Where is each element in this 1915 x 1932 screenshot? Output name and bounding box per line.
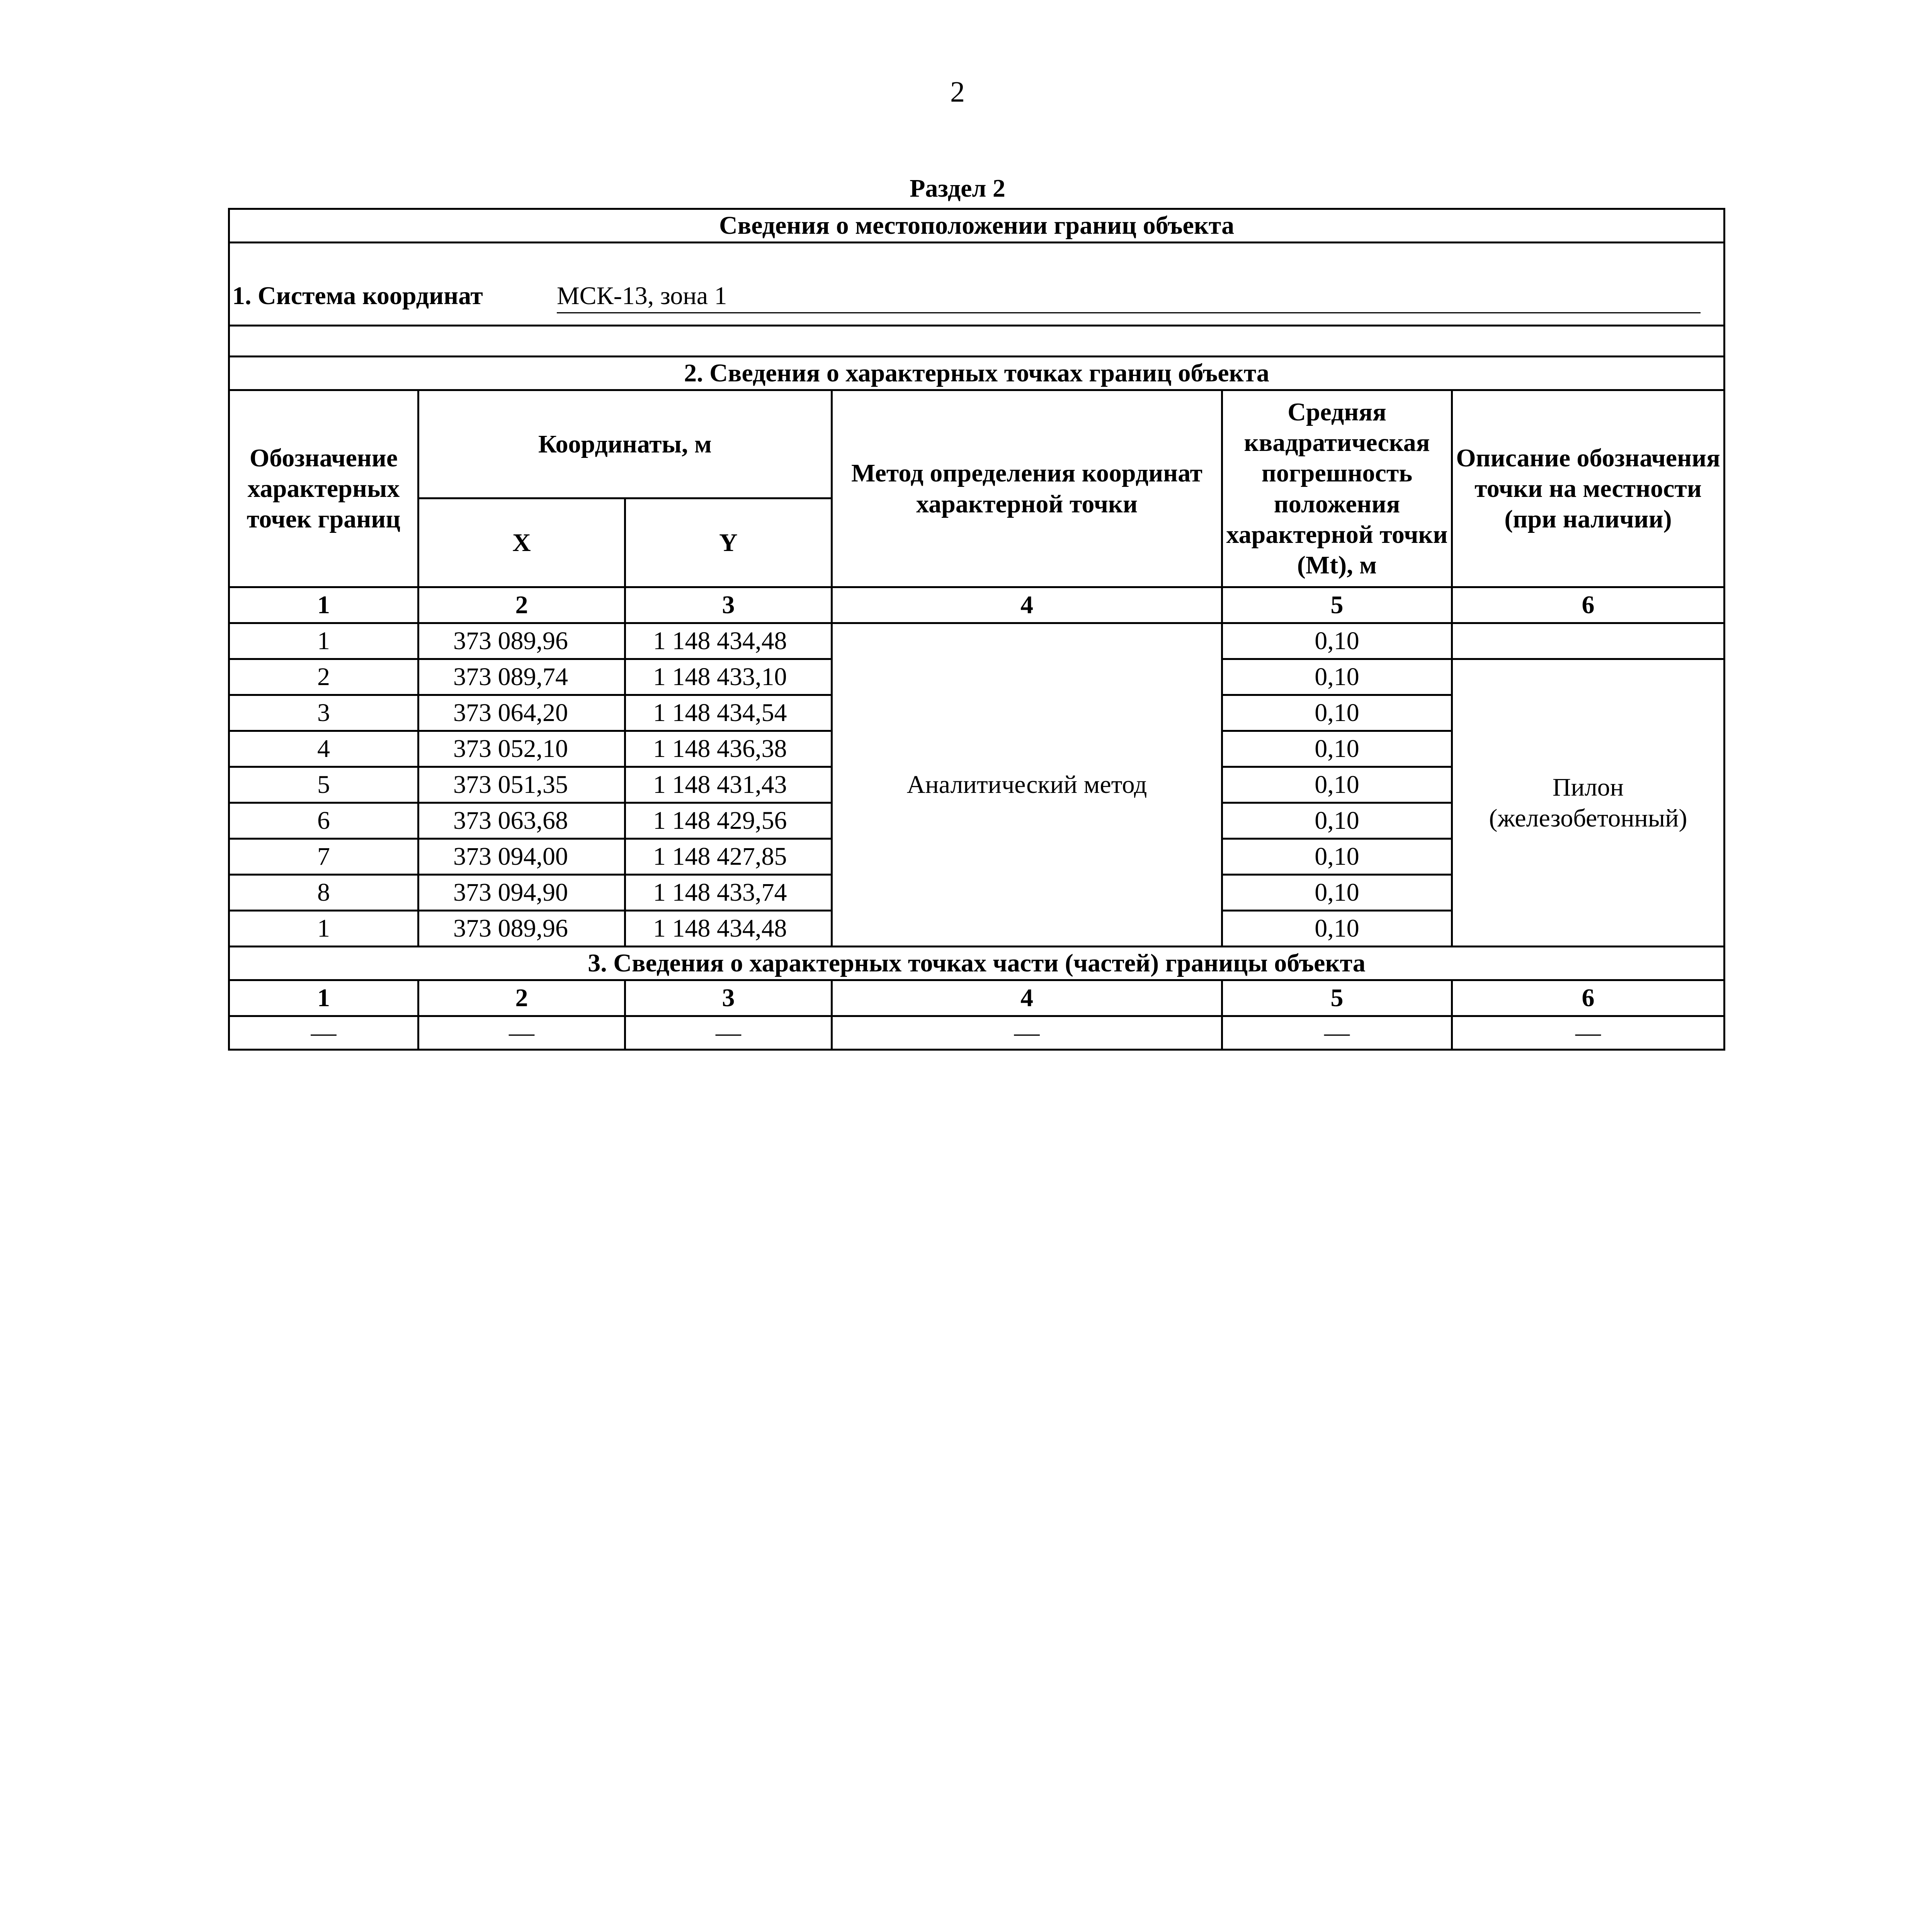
y-coordinate: 1 148 434,48 — [625, 911, 832, 947]
y-coordinate: 1 148 429,56 — [625, 803, 832, 839]
x-coordinate: 373 063,68 — [418, 803, 625, 839]
point-id: 5 — [229, 767, 418, 803]
method-value: Аналитический метод — [832, 623, 1222, 947]
y-coordinate: 1 148 433,10 — [625, 659, 832, 695]
accuracy-value: 0,10 — [1222, 911, 1452, 947]
column-number: 4 — [832, 587, 1222, 623]
header-method: Метод определения координат характерной точки — [832, 390, 1222, 587]
column-number: 4 — [832, 980, 1222, 1016]
empty-value: — — [832, 1016, 1222, 1050]
point-id: 3 — [229, 695, 418, 731]
y-coordinate: 1 148 436,38 — [625, 731, 832, 767]
x-coordinate: 373 089,74 — [418, 659, 625, 695]
column-number: 5 — [1222, 587, 1452, 623]
header-point: Обозначение характерных точек границ — [229, 390, 418, 587]
column-numbers-row — [229, 587, 1725, 623]
accuracy-value: 0,10 — [1222, 623, 1452, 659]
empty-value: — — [229, 1016, 418, 1050]
x-coordinate: 373 089,96 — [418, 911, 625, 947]
header-description: Описание обозначения точки на местности (при наличии) — [1452, 390, 1725, 587]
section-title: Раздел 2 — [910, 174, 1005, 202]
x-coordinate: 373 052,10 — [418, 731, 625, 767]
accuracy-value: 0,10 — [1222, 659, 1452, 695]
point-id: 6 — [229, 803, 418, 839]
column-number: 6 — [1452, 980, 1725, 1016]
point-id: 8 — [229, 875, 418, 911]
accuracy-value: 0,10 — [1222, 839, 1452, 875]
y-coordinate: 1 148 431,43 — [625, 767, 832, 803]
table-title: Сведения о местоположении границ объекта — [229, 209, 1725, 243]
page-number: 2 — [950, 76, 965, 108]
y-coordinate: 1 148 433,74 — [625, 875, 832, 911]
point-id: 2 — [229, 659, 418, 695]
header-coordinates: Координаты, м — [418, 390, 832, 498]
point-id: 1 — [229, 911, 418, 947]
empty-value: — — [1222, 1016, 1452, 1050]
column-number: 6 — [1452, 587, 1725, 623]
section-divider — [230, 325, 1723, 327]
column-number: 3 — [625, 587, 832, 623]
parts-empty-row — [229, 1016, 1725, 1050]
y-coordinate: 1 148 427,85 — [625, 839, 832, 875]
x-coordinate: 373 089,96 — [418, 623, 625, 659]
parts-column-numbers-row — [229, 980, 1725, 1016]
column-number: 5 — [1222, 980, 1452, 1016]
boundary-table — [228, 208, 1725, 1051]
x-coordinate: 373 094,90 — [418, 875, 625, 911]
description-value: Пилон (железобетонный) — [1452, 659, 1725, 947]
x-coordinate: 373 064,20 — [418, 695, 625, 731]
points-section-title: 2. Сведения о характерных точках границ объекта — [229, 357, 1725, 390]
y-coordinate: 1 148 434,54 — [625, 695, 832, 731]
accuracy-value: 0,10 — [1222, 767, 1452, 803]
column-number: 3 — [625, 980, 832, 1016]
accuracy-value: 0,10 — [1222, 695, 1452, 731]
x-coordinate: 373 051,35 — [418, 767, 625, 803]
point-id: 1 — [229, 623, 418, 659]
empty-value: — — [625, 1016, 832, 1050]
column-number: 1 — [229, 980, 418, 1016]
coordinate-system-cell — [229, 243, 1725, 357]
point-id: 4 — [229, 731, 418, 767]
header-y: Y — [625, 498, 832, 587]
coordinate-system-underline — [557, 312, 1701, 313]
parts-section-title: 3. Сведения о характерных точках части (частей) границы объекта — [229, 947, 1725, 980]
header-accuracy: Средняя квадратическая погрешность положения характерной точки (Mt), м — [1222, 390, 1452, 587]
accuracy-value: 0,10 — [1222, 875, 1452, 911]
coordinate-system-label: 1. Система координат — [232, 282, 483, 310]
coordinate-system-value: МСК-13, зона 1 — [557, 282, 727, 310]
empty-value: — — [1452, 1016, 1725, 1050]
y-coordinate: 1 148 434,48 — [625, 623, 832, 659]
column-number: 2 — [418, 980, 625, 1016]
header-x: X — [418, 498, 625, 587]
x-coordinate: 373 094,00 — [418, 839, 625, 875]
description-empty — [1452, 623, 1725, 659]
accuracy-value: 0,10 — [1222, 803, 1452, 839]
empty-value: — — [418, 1016, 625, 1050]
table-row — [229, 623, 1725, 659]
accuracy-value: 0,10 — [1222, 731, 1452, 767]
point-id: 7 — [229, 839, 418, 875]
column-number: 2 — [418, 587, 625, 623]
column-number: 1 — [229, 587, 418, 623]
